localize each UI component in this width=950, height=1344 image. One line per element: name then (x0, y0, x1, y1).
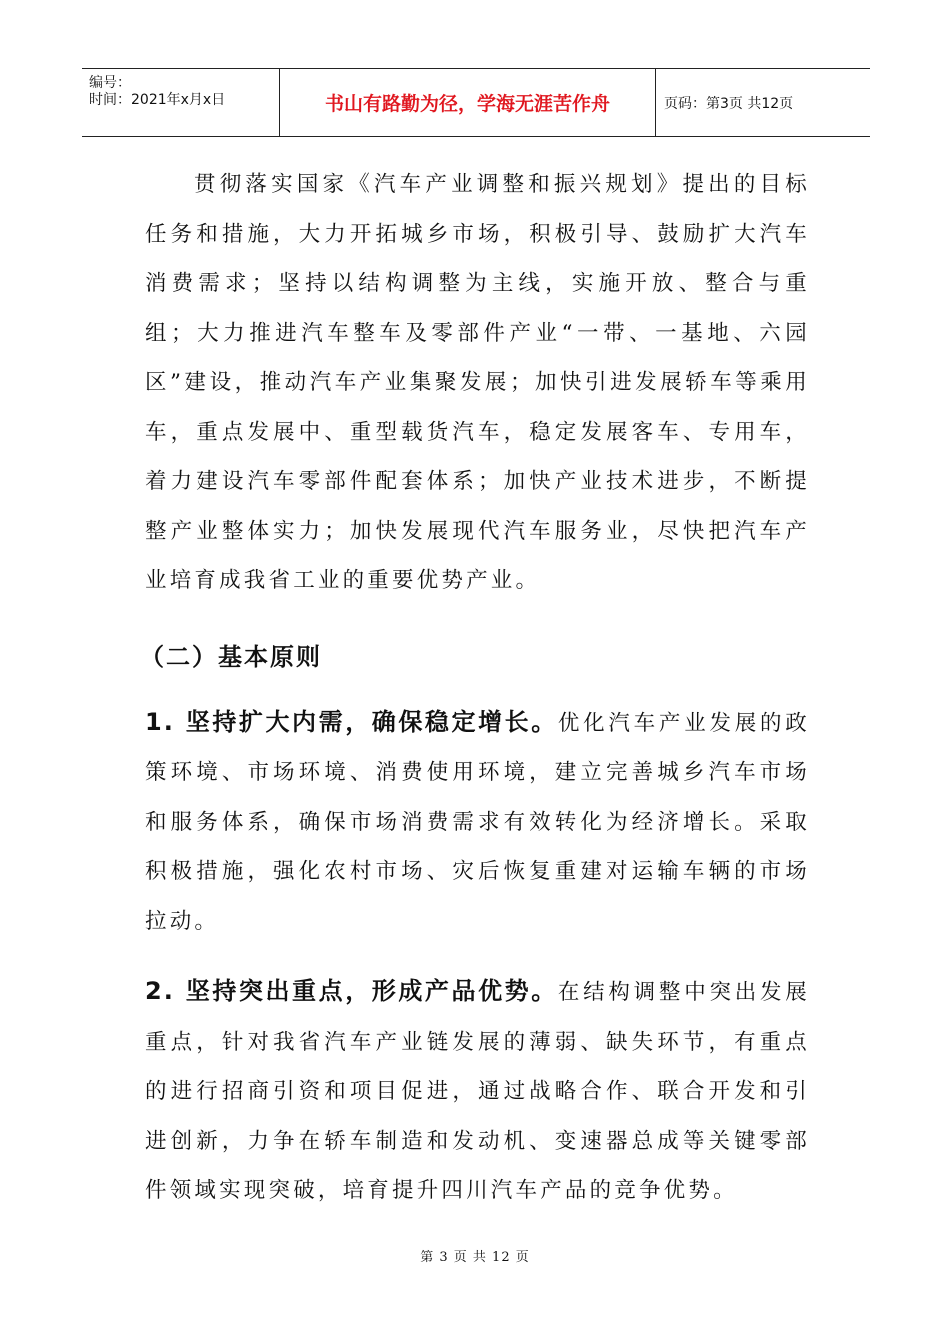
principle-item-2-lead: 2. 坚持突出重点，形成产品优势。 (145, 977, 558, 1005)
principle-item-2 (145, 967, 810, 1216)
principle-item-1-text: 优化汽车产业发展的政策环境、市场环境、消费使用环境，建立完善城乡汽车市场和服务体系，确保市场消费需求有效转化为经济增长。采取积极措施，强化农村市场、灾后恢复重建对运输车辆的市场拉动。 (145, 710, 810, 934)
header-meta (82, 69, 280, 136)
page-header (82, 68, 870, 137)
intro-paragraph: 贯彻落实国家《汽车产业调整和振兴规划》提出的目标任务和措施，大力开拓城乡市场，积极引导、鼓励扩大汽车消费需求；坚持以结构调整为主线，实施开放、整合与重组；大力推进汽车整车及零部件产业“一带、一基地、六园区”建设，推动汽车产业集聚发展；加快引进发展轿车等乘用车，重点发展中、重型载货汽车，稳定发展客车、专用车，着力建设汽车零部件配套体系；加快产业技术进步，不断提整产业整体实力；加快发展现代汽车服务业，尽快把汽车产业培育成我省工业的重要优势产业。 (145, 172, 810, 593)
section-heading: （二）基本原则 (140, 642, 322, 671)
principle-item-1 (145, 698, 810, 947)
page-footer: 第 3 页 共 12 页 (420, 1250, 530, 1265)
header-page-info: 页码：第3页 共12页 (664, 95, 794, 112)
document-number-label: 编号： (89, 75, 131, 91)
header-motto: 书山有路勤为径，学海无涯苦作舟 (280, 69, 656, 136)
principle-item-2-text: 在结构调整中突出发展重点，针对我省汽车产业链发展的薄弱、缺失环节，有重点的进行招商引资和项目促进，通过战略合作、联合开发和引进创新，力争在轿车制造和发动机、变速器总成等关键零部件领域实现突破，培育提升四川汽车产品的竞争优势。 (145, 980, 810, 1203)
document-date-label: 时间：2021年x月x日 (89, 92, 226, 108)
document-body (140, 160, 810, 1216)
principle-item-1-lead: 1. 坚持扩大内需，确保稳定增长。 (145, 707, 558, 736)
